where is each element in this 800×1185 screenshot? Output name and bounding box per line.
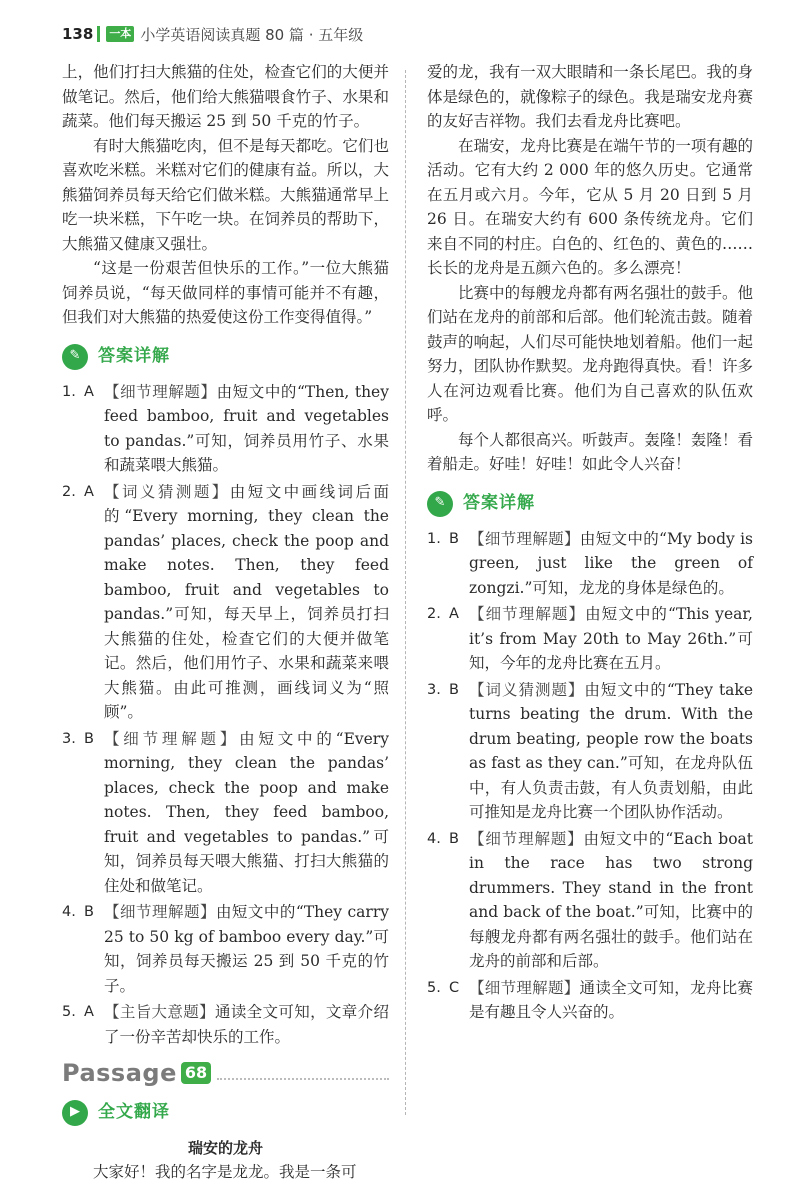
answer-item: [427, 976, 753, 1025]
answer-text: 通读全文可知，龙舟比赛是有趣且令人兴奋的。: [469, 978, 753, 1021]
pencil-icon: ✎: [62, 344, 88, 370]
answer-text: 由短文中的“My body is green, just like the green of zongzi.”可知，龙龙的身体是绿色的。: [469, 529, 753, 597]
question-type-tag: 【细节理解题】: [104, 903, 216, 921]
answer-text: 由短文中画线词后面的“Every morning, they clean the pandas’ places, check the poop and make notes. Then, they feed bamboo, fruit and vegetables to pandas.”可知，每天早上，饲养员打扫大熊猫的住处，检查它们的大便并做笔记。然后，他们用竹子、水果和蔬菜来喂大熊猫。由此可推测，画线词义为“照顾”。: [104, 482, 389, 721]
article-paragraph: 每个人都很高兴。听鼓声。轰隆！轰隆！看着船走。好哇！好哇！如此令人兴奋！: [427, 430, 753, 473]
answers-heading: [427, 491, 753, 517]
answer-number: 4.: [62, 904, 76, 920]
article-paragraph: 大家好！我的名字是龙龙。我是一条可: [93, 1163, 357, 1181]
passage-label: Passage: [62, 1059, 177, 1087]
answer-letter: B: [449, 530, 459, 547]
answer-number: 1.: [427, 530, 441, 547]
answer-letter: A: [84, 483, 94, 500]
answer-explanation: [104, 480, 389, 725]
answer-item: [427, 527, 753, 601]
question-type-tag: 【词义猜测题】: [104, 482, 230, 501]
passage-heading: [62, 1061, 389, 1086]
passage-dotted-rule: [217, 1066, 389, 1080]
page-number: 138: [62, 25, 94, 43]
answer-number: 1.: [62, 383, 76, 400]
question-type-tag: 【细节理解题】: [469, 829, 584, 848]
translation-heading-label: 全文翻译: [98, 1102, 170, 1123]
answers-heading-label: 答案详解: [463, 493, 535, 514]
answer-list: [427, 527, 753, 1025]
answers-heading: [62, 344, 389, 370]
answer-explanation: [104, 727, 389, 899]
article-paragraph: 比赛中的每艘龙舟都有两名强壮的鼓手。他们站在龙舟的前部和后部。他们轮流击鼓。随着鼓声的响起，人们尽可能快地划着船。他们一起努力，团队协作默契。龙舟跑得真快。看！许多人在河边观看比赛。他们为自己喜欢的队伍欢呼。: [427, 283, 753, 424]
answer-text: 通读全文可知，文章介绍了一份辛苦却快乐的工作。: [104, 1003, 389, 1046]
answer-letter: B: [84, 904, 94, 920]
play-icon: ▶: [62, 1100, 88, 1126]
answer-item: [427, 602, 753, 676]
left-paragraph: “这是一份艰苦但快乐的工作。”一位大熊猫饲养员说，“每天做同样的事情可能并不有趣，但我们对大熊猫的热爱使这份工作变得值得。”: [62, 259, 389, 326]
answer-item: [62, 480, 389, 725]
answer-letter: C: [449, 979, 460, 996]
answer-number: 2.: [427, 606, 441, 622]
answer-explanation: [104, 900, 389, 998]
right-column: [427, 60, 753, 1027]
answer-explanation: [469, 602, 753, 676]
answer-explanation: [469, 976, 753, 1025]
answer-explanation: [104, 1000, 389, 1049]
pencil-icon: ✎: [427, 491, 453, 517]
answer-text: 由短文中的“They take turns beating the drum. With the drum beating, people row the boats as fast as they can.”可知，在龙舟队伍中，有人负责击鼓，有人负责划船，由此可推知是龙舟比赛一个团队协作活动。: [469, 680, 753, 821]
answer-explanation: [469, 827, 753, 974]
answer-item: [62, 900, 389, 998]
answer-letter: A: [449, 606, 459, 622]
answer-text: 由短文中的“Then, they feed bamboo, fruit and vegetables to pandas.”可知，饲养员用竹子、水果和蔬菜喂大熊猫。: [104, 382, 389, 474]
answer-item: [62, 380, 389, 478]
answer-text: 由短文中的“Every morning, they clean the pandas’ places, check the poop and make notes. Then, they feed bamboo, fruit and vegetables to pandas.”可知，饲养员每天喂大熊猫、打扫大熊猫的住处和做笔记。: [104, 729, 389, 895]
question-type-tag: 【细节理解题】: [104, 729, 240, 748]
column-divider: [405, 70, 406, 1115]
page-header: [62, 22, 363, 46]
answer-number: 5.: [62, 1004, 76, 1020]
answer-number: 2.: [62, 483, 76, 500]
question-type-tag: 【细节理解题】: [469, 978, 580, 997]
answer-text: 由短文中的“Each boat in the race has two strong drummers. They stand in the front and back of the boat.”可知，比赛中的每艘龙舟都有两名强壮的鼓手。他们站在龙舟的前部和后部。: [469, 829, 753, 970]
question-type-tag: 【主旨大意题】: [104, 1003, 215, 1021]
answer-item: [62, 1000, 389, 1049]
article-title: 瑞安的龙舟: [187, 1138, 263, 1157]
answer-text: 由短文中的“This year, it’s from May 20th to May 26th.”可知，今年的龙舟比赛在五月。: [469, 605, 753, 672]
answer-number: 3.: [427, 681, 441, 698]
translation-heading: [62, 1100, 389, 1126]
answer-letter: A: [84, 1004, 94, 1020]
answer-item: [62, 727, 389, 899]
question-type-tag: 【词义猜测题】: [469, 680, 585, 699]
left-column: [62, 60, 389, 1185]
book-title: 小学英语阅读真题 80 篇 · 五年级: [140, 25, 364, 44]
answer-item: [427, 827, 753, 974]
answer-letter: B: [449, 681, 459, 698]
question-type-tag: 【细节理解题】: [469, 605, 586, 623]
answer-number: 3.: [62, 730, 76, 747]
passage-number-badge: 68: [181, 1062, 211, 1084]
answer-number: 4.: [427, 830, 441, 847]
article-paragraph: 爱的龙，我有一双大眼睛和一条长尾巴。我的身体是绿色的，就像粽子的绿色。我是瑞安龙舟赛的友好吉祥物。我们去看龙舟比赛吧。: [427, 63, 753, 130]
question-type-tag: 【细节理解题】: [104, 382, 217, 401]
answer-item: [427, 678, 753, 825]
header-divider-bar: [97, 26, 100, 42]
answer-letter: A: [84, 383, 94, 400]
article-paragraph: 在瑞安，龙舟比赛是在端午节的一项有趣的活动。它有大约 2 000 年的悠久历史。它通常在五月或六月。今年，它从 5 月 20 日到 5 月 26 日。在瑞安大约有 600 条传统龙舟。它们来自不同的村庄。白色的、红色的、黄色的……长长的龙舟是五颜六色的。多么漂亮！: [427, 136, 753, 277]
answer-list: [62, 380, 389, 1050]
left-paragraph: 有时大熊猫吃肉，但不是每天都吃。它们也喜欢吃米糕。米糕对它们的健康有益。所以，大熊猫饲养员每天给它们做米糕。大熊猫通常早上吃一块米糕，下午吃一块。在饲养员的帮助下，大熊猫又健康又强壮。: [62, 136, 389, 253]
answers-heading-label: 答案详解: [98, 346, 170, 367]
answer-explanation: [469, 678, 753, 825]
answer-number: 5.: [427, 979, 441, 996]
left-paragraph: 上，他们打扫大熊猫的住处，检查它们的大便并做笔记。然后，他们给大熊猫喂食竹子、水果和蔬菜。他们每天搬运 25 到 50 千克的竹子。: [62, 63, 389, 130]
answer-explanation: [104, 380, 389, 478]
answer-text: 由短文中的“They carry 25 to 50 kg of bamboo every day.”可知，饲养员每天搬运 25 到 50 千克的竹子。: [104, 903, 389, 995]
answer-explanation: [469, 527, 753, 601]
answer-letter: B: [84, 730, 94, 747]
answer-letter: B: [449, 830, 459, 847]
publisher-logo: 一本: [106, 26, 134, 42]
question-type-tag: 【细节理解题】: [469, 529, 580, 548]
